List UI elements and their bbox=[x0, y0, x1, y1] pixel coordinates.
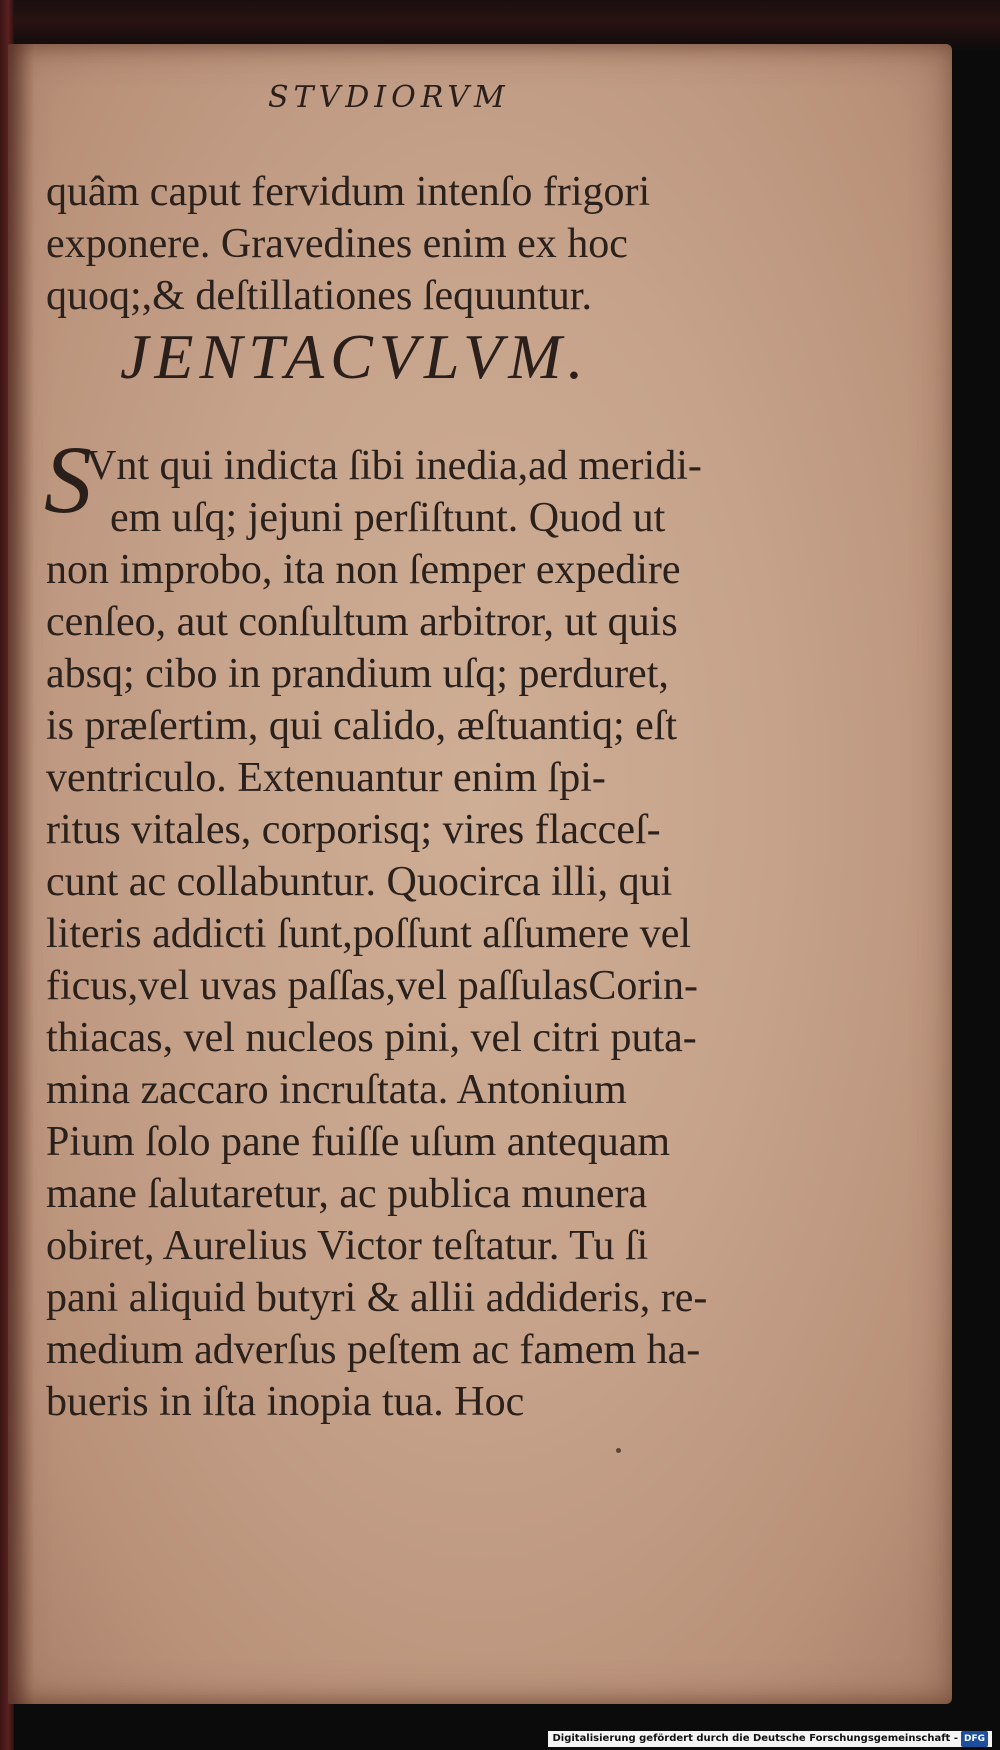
text-line: non improbo, ita non ſemper expedire bbox=[46, 547, 681, 593]
text-line: ficus,vel uvas paſſas,vel paſſulasCorin- bbox=[46, 963, 699, 1009]
section-heading: JENTACVLVM. bbox=[120, 321, 590, 392]
text-line: cenſeo, aut conſultum arbitror, ut quis bbox=[46, 599, 678, 645]
text-line: obiret, Aurelius Victor teſtatur. Tu ſi bbox=[46, 1223, 649, 1269]
text-line: medium adverſus peſtem ac famem ha- bbox=[46, 1327, 701, 1373]
text-line: mina zaccaro incruſtata. Antonium bbox=[46, 1067, 627, 1113]
text-line: thiacas, vel nucleos pini, vel citri puta- bbox=[46, 1015, 697, 1061]
text-line: Vnt qui indicta ſibi inedia,ad meridi- bbox=[86, 443, 702, 489]
text-line: mane ſalutaretur, ac publica munera bbox=[46, 1171, 648, 1217]
dfg-logo: DFG bbox=[961, 1731, 988, 1747]
text-line: cunt ac collabuntur. Quocirca illi, qui bbox=[46, 859, 673, 905]
spine-shadow bbox=[8, 44, 34, 1704]
digitization-footer bbox=[548, 1731, 992, 1747]
text-line: quoq;,& deſtillationes ſequuntur. bbox=[46, 273, 592, 319]
text-line: bueris in iſta inopia tua. Hoc bbox=[46, 1379, 525, 1425]
text-line: literis addicti ſunt,poſſunt aſſumere vel bbox=[46, 911, 692, 957]
text-line: pani aliquid butyri & allii addideris, re- bbox=[46, 1275, 708, 1321]
text-line: exponere. Gravedines enim ex hoc bbox=[46, 221, 628, 267]
footer-text: Digitalisierung gefördert durch die Deutsche Forschungsgemeinschaft - bbox=[552, 1733, 958, 1744]
drop-cap: S bbox=[44, 426, 92, 533]
text-line: ritus vitales, corporisq; vires flacceſ- bbox=[46, 807, 661, 853]
running-head: STVDIORVM bbox=[268, 80, 510, 115]
text-line: Pium ſolo pane fuiſſe uſum antequam bbox=[46, 1119, 671, 1165]
ink-speck bbox=[616, 1448, 621, 1453]
text-line: quâm caput fervidum intenſo frigori bbox=[46, 169, 651, 215]
text-line: absq; cibo in prandium uſq; perduret, bbox=[46, 651, 669, 697]
text-line: is præſertim, qui calido, æſtuantiq; eſt bbox=[46, 703, 678, 749]
text-line: em uſq; jejuni perſiſtunt. Quod ut bbox=[110, 495, 666, 541]
text-line: ventriculo. Extenuantur enim ſpi- bbox=[46, 755, 606, 801]
scan-top-background bbox=[0, 0, 1000, 50]
